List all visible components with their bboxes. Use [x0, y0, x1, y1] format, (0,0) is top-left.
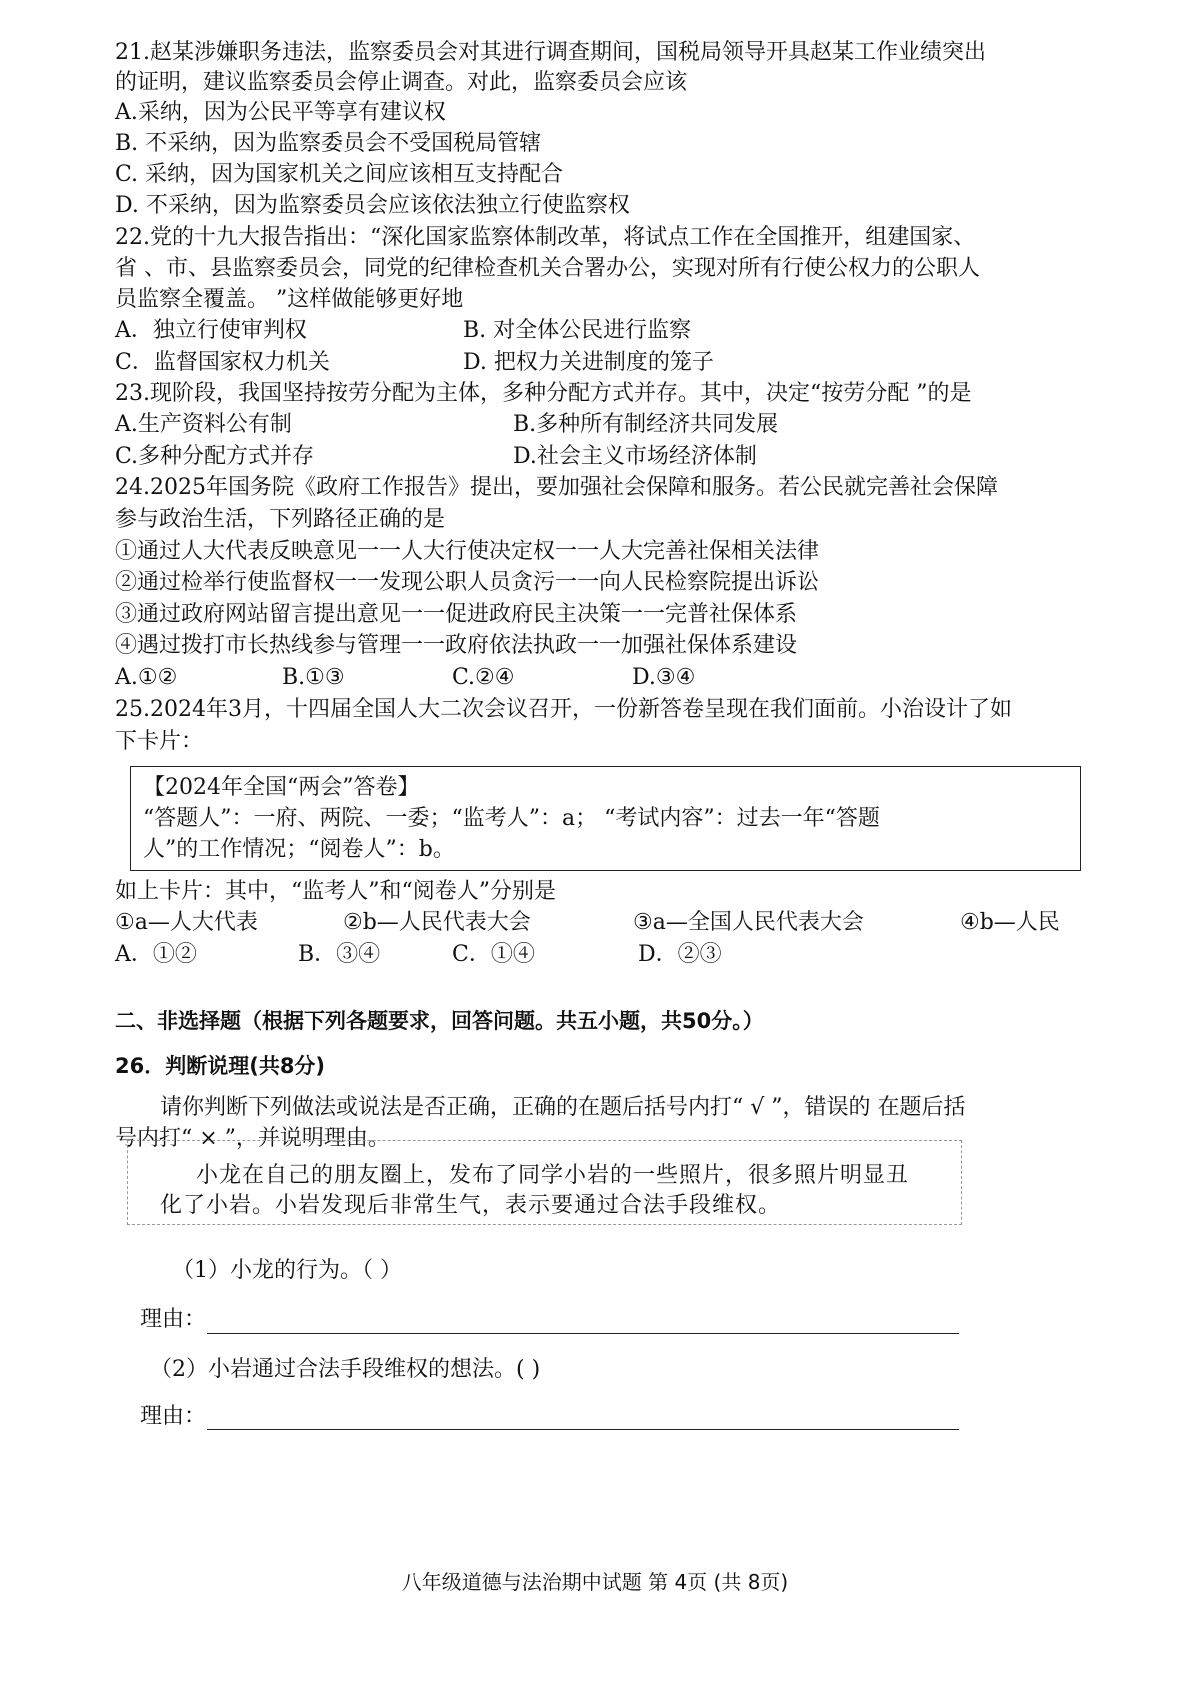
q25-statement-2: ②b—人民代表大会	[343, 910, 531, 935]
q26-reason-label-2: 理由：	[140, 1404, 207, 1429]
q22-option-a: A．独立行使审判权	[115, 318, 307, 343]
q21-option-a: A.采纳，因为公民平等享有建议权	[115, 100, 446, 125]
q22-stem-line1: 22.党的十九大报告指出：“深化国家监察体制改革，将试点工作在全国推开，组建国家、	[115, 225, 976, 250]
q25-stem-line2: 下卡片：	[115, 729, 204, 754]
q25-statement-4: ④b—人民	[960, 910, 1060, 935]
q22-option-d: D. 把权力关进制度的笼子	[463, 350, 714, 375]
q26-subquestion-2: （2）小岩通过合法手段维权的想法。( )	[150, 1357, 541, 1382]
q24-statement-2: ②通过检举行使监督权一一发现公职人员贪污一一向人民检察院提出诉讼	[115, 570, 820, 595]
q25-card-title: 【2024年全国“两会”答卷】	[143, 775, 420, 800]
q24-option-c: C.②④	[452, 665, 515, 690]
q21-option-c: C. 采纳，因为国家机关之间应该相互支持配合	[115, 162, 564, 187]
q24-option-a: A.①②	[115, 665, 178, 690]
q22-stem-line2: 省 、市、县监察委员会，同党的纪律检查机关合署办公，实现对所有行使公权力的公职人	[115, 256, 980, 281]
q26-reason-answer-line-2[interactable]	[207, 1429, 959, 1430]
q23-option-b: B.多种所有制经济共同发展	[513, 412, 779, 437]
q26-reason-label-1: 理由：	[140, 1307, 207, 1332]
page-footer: 八年级道德与法治期中试题 第 4页 (共 8页)	[401, 1570, 789, 1594]
q24-statement-1: ①通过人大代表反映意见一一人大行使决定权一一人大完善社保相关法律	[115, 539, 820, 564]
q26-instruction-line1: 请你判断下列做法或说法是否正确，正确的在题后括号内打“ √ ”，错误的 在题后括	[160, 1095, 966, 1120]
q26-heading: 26．判断说理(共8分)	[115, 1054, 326, 1078]
q26-material-line1: 小龙在自己的朋友圈上，发布了同学小岩的一些照片，很多照片明显丑	[196, 1163, 910, 1188]
q24-stem-line2: 参与政治生活，下列路径正确的是	[115, 507, 446, 532]
q25-option-b: B．③④	[298, 942, 381, 967]
q25-option-a: A．①②	[115, 942, 197, 967]
q23-stem: 23.现阶段，我国坚持按劳分配为主体，多种分配方式并存。其中，决定“按劳分配 ”的是	[115, 381, 972, 406]
q21-stem-line1: 21.赵某涉嫌职务违法，监察委员会对其进行调查期间，国税局领导开具赵某工作业绩突出	[115, 40, 986, 65]
q23-option-a: A.生产资料公有制	[115, 412, 292, 437]
q26-material-box	[127, 1140, 962, 1225]
q25-card-line2: 人”的工作情况；“阅卷人”：b。	[143, 837, 455, 862]
q26-subquestion-1: （1）小龙的行为。（ ）	[172, 1258, 402, 1283]
q22-option-b: B. 对全体公民进行监察	[463, 318, 692, 343]
q23-option-c: C.多种分配方式并存	[115, 444, 315, 469]
q25-card-line1: “答题人”：一府、两院、一委；“监考人”：a； “考试内容”：过去一年“答题	[143, 806, 880, 831]
q26-instruction-line2: 号内打“ × ”，并说明理由。	[115, 1126, 390, 1151]
q26-reason-answer-line-1[interactable]	[207, 1333, 959, 1334]
q25-statement-1: ①a—人大代表	[115, 910, 258, 935]
q25-stem-line1: 25.2024年3月，十四届全国人大二次会议召开，一份新答卷呈现在我们面前。小治设计了如	[115, 697, 1012, 722]
q21-option-b: B. 不采纳，因为监察委员会不受国税局管辖	[115, 131, 542, 156]
q24-statement-3: ③通过政府网站留言提出意见一一促进政府民主决策一一完普社保体系	[115, 602, 798, 627]
q21-stem-line2: 的证明，建议监察委员会停止调查。对此，监察委员会应该	[115, 70, 688, 95]
q22-option-c: C．监督国家权力机关	[115, 350, 330, 375]
section-2-heading: 二、非选择题（根据下列各题要求，回答问题。共五小题，共50分。）	[115, 1009, 764, 1033]
q25-option-c: C．①④	[452, 942, 535, 967]
q24-option-d: D.③④	[632, 665, 696, 690]
q25-question: 如上卡片：其中，“监考人”和“阅卷人”分别是	[115, 879, 556, 904]
q25-card	[130, 766, 1081, 871]
q25-option-d: D．②③	[638, 942, 722, 967]
q24-option-b: B.①③	[282, 665, 345, 690]
q21-option-d: D. 不采纳，因为监察委员会应该依法独立行使监察权	[115, 193, 630, 218]
q25-statement-3: ③a—全国人民代表大会	[633, 910, 864, 935]
q22-stem-line3: 员监察全覆盖。 ”这样做能够更好地	[115, 287, 464, 312]
q23-option-d: D.社会主义市场经济体制	[513, 444, 757, 469]
q26-material-line2: 化了小岩。小岩发现后非常生气，表示要通过合法手段维权。	[160, 1193, 782, 1218]
q24-statement-4: ④遇过拨打市长热线参与管理一一政府依法执政一一加强社保体系建设	[115, 633, 798, 658]
q24-stem-line1: 24.2025年国务院《政府工作报告》提出，要加强社会保障和服务。若公民就完善社会保障	[115, 475, 998, 500]
